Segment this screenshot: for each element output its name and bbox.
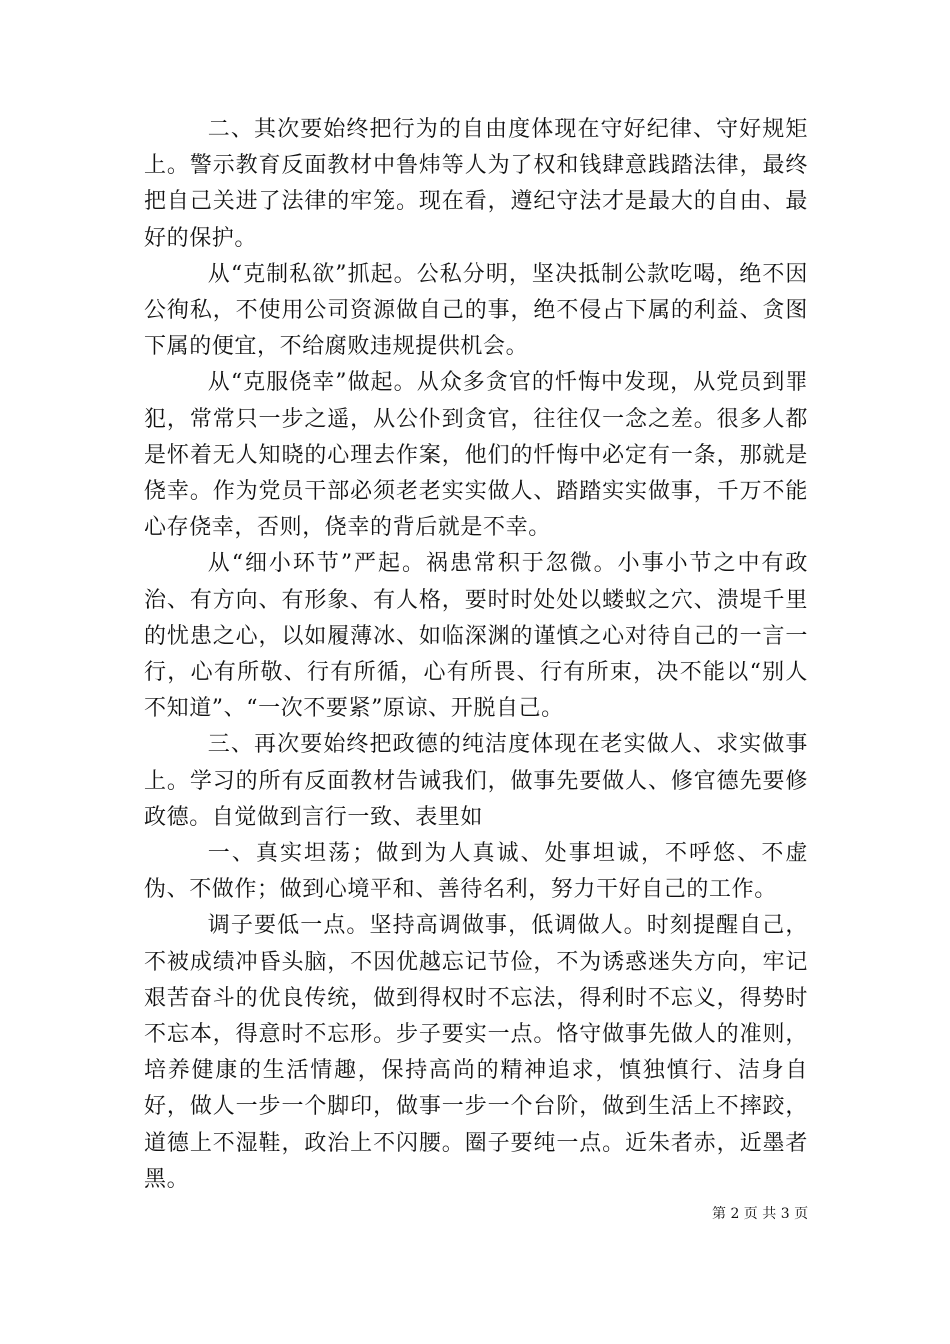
- paragraph-overcome-luck: 从“克服侥幸”做起。从众多贪官的忏悔中发现，从党员到罪犯，常常只一步之遥，从公仆到贪官，往往仅一念之差。很多人都是怀着无人知晓的心理去作案，他们的忏悔中必定有一条，那就是侥幸。作为党员干部必须老老实实做人、踏踏实实做事，千万不能心存侥幸，否则，侥幸的背后就是不幸。: [144, 370, 808, 541]
- paragraph-low-profile: 调子要低一点。坚持高调做事，低调做人。时刻提醒自己，不被成绩冲昏头脑，不因优越忘记节俭，不为诱惑迷失方向，牢记艰苦奋斗的优良传统，做到得权时不忘法，得利时不忘义，得势时不忘本，得意时不忘形。步子要实一点。恪守做事先做人的准则，培养健康的生活情趣，保持高尚的精神追求，慎独慎行、洁身自好，做人一步一个脚印，做事一步一个台阶，做到生活上不摔跤，道德上不湿鞋，政治上不闪腰。圈子要纯一点。近朱者赤，近墨者黑。: [144, 913, 808, 1192]
- paragraph-sincerity: 一、真实坦荡；做到为人真诚、处事坦诚，不呼悠、不虚伪、不做作；做到心境平和、善待名利，努力干好自己的工作。: [144, 841, 808, 903]
- document-body: [144, 112, 808, 1198]
- paragraph-political-integrity: 三、再次要始终把政德的纯洁度体现在老实做人、求实做事上。学习的所有反面教材告诫我们，做事先要做人、修官德先要修政德。自觉做到言行一致、表里如: [144, 732, 808, 830]
- paragraph-small-details: 从“细小环节”严起。祸患常积于忽微。小事小节之中有政治、有方向、有形象、有人格，要时时处处以蝼蚁之穴、溃堤千里的忧患之心，以如履薄冰、如临深渊的谨慎之心对待自己的一言一行，心有所敬、行有所循，心有所畏、行有所束，决不能以“别人不知道”、“一次不要紧”原谅、开脱自己。: [144, 551, 808, 722]
- paragraph-restrain-desire: 从“克制私欲”抓起。公私分明，坚决抵制公款吃喝，绝不因公徇私，不使用公司资源做自己的事，绝不侵占下属的利益、贪图下属的便宜，不给腐败违规提供机会。: [144, 261, 808, 360]
- paragraph-discipline: 二、其次要始终把行为的自由度体现在守好纪律、守好规矩上。警示教育反面教材中鲁炜等人为了权和钱肆意践踏法律，最终把自己关进了法律的牢笼。现在看，遵纪守法才是最大的自由、最好的保护。: [144, 117, 808, 251]
- page-number-footer: 第 2 页 共 3 页: [712, 1206, 809, 1222]
